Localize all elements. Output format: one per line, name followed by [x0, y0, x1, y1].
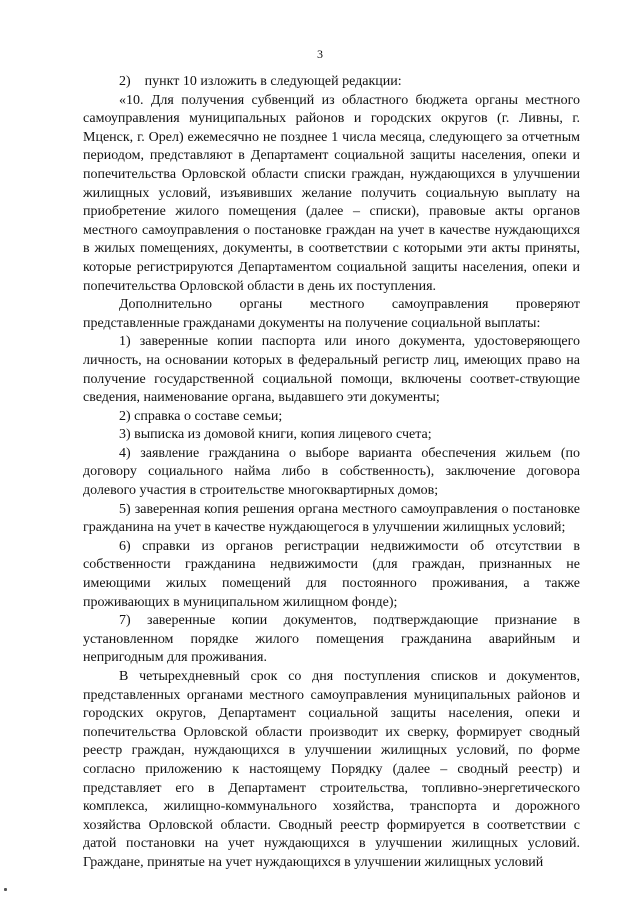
paragraph-clause-10: «10. Для получения субвенций из областного бюджета органы местного самоуправления муниципальных районов и городских округов (г. Ливны, г. Мценск, г. Орел) ежемесячно не позднее 1 числа месяца, следующего за отчетным периодом, представляют в Департамент социальной защиты населения, опеки и попечительства Орловской области списки граждан, нуждающихся в улучшении жилищных условий, изъявивших желание получить социальную выплату на приобретение жилого помещения (далее – списки), правовые акты органов местного самоуправления о постановке граждан на учет в качестве нуждающихся в жилых помещениях, документы, в соответствии с которыми эти акты приняты, которые регистрируются Департаментом социальной защиты населения, опеки и попечительства Орловской области в день их поступления.	[83, 92, 580, 294]
list-item: 4) заявление гражданина о выборе варианта обеспечения жильем (по договору социального найма либо в собственность), заключение договора долевого участия в строительстве многоквартирных домов;	[83, 445, 580, 499]
scan-artifact	[4, 888, 7, 891]
list-item: 2) справка о составе семьи;	[119, 408, 283, 424]
list-item: 7) заверенные копии документов, подтверждающие признание в установленном порядке жилого помещения гражданина аварийным и непригодным для проживания.	[83, 613, 580, 666]
list-item: 1) заверенные копии паспорта или иного документа, удостоверяющего личность, на основании которых в федеральный регистр лиц, имеющих право на получение государственной социальной помощи, включены соответ-ствующие сведения, наименование органа, выдавшего эти документы;	[83, 334, 580, 406]
document-body	[83, 73, 580, 873]
paragraph-four-day-term: В четырехдневный срок со дня поступления списков и документов, представленных органами местного самоуправления муниципальных районов и городских округов, Департамент социальной защиты населения, опеки и попечительства Орловской области производит их сверку, формирует сводный реестр граждан, нуждающихся в улучшении жилищных условий, по форме согласно приложению к настоящему Порядку (далее – сводный реестр) и представляет его в Департамент строительства, топливно-энергетического комплекса, жилищно-коммунального хозяйства, транспорта и дорожного хозяйства Орловской области. Сводный реестр формируется в соответствии с датой постановки на учет нуждающихся в улучшении жилищных условий. Граждане, принятые на учет нуждающихся в улучшении жилищных условий	[83, 669, 580, 870]
list-item: 6) справки из органов регистрации недвижимости об отсутствии в собственности гражданина недвижимости (для граждан, признанных не имеющими жилых помещений для постоянного проживания, а также проживающих в муниципальном жилищном фонде);	[83, 538, 580, 610]
list-item: 5) заверенная копия решения органа местного самоуправления о постановке гражданина на учет в качестве нуждающегося в улучшении жилищных условий;	[83, 501, 580, 536]
list-item: 3) выписка из домовой книги, копия лицевого счета;	[119, 427, 432, 443]
paragraph-additional-check: Дополнительно органы местного самоуправления проверяют представленные гражданами документы на получение социальной выплаты:	[83, 297, 580, 331]
page-number: 3	[317, 47, 323, 61]
list-item-heading: 2) пункт 10 изложить в следующей редакции:	[119, 74, 402, 89]
